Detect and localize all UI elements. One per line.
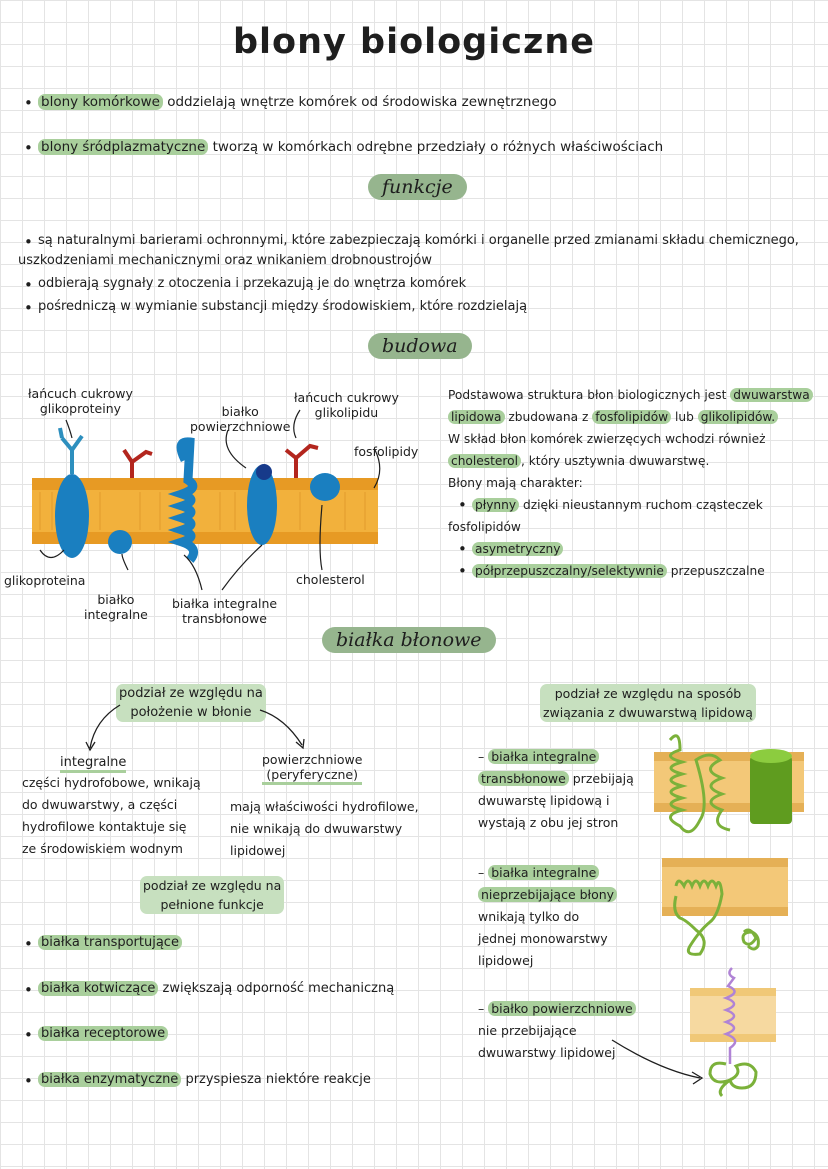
intro-term-endomembranes: blony śródplazmatyczne	[38, 139, 208, 155]
surface-text: mają właściwości hydrofilowe, nie wnikają do dwuwarstwy lipidowej	[230, 799, 419, 858]
functions-heading: funkcje	[368, 174, 467, 200]
function-transport: białka transportujące	[38, 934, 182, 952]
term-semipermeable: półprzepuszczalny/selektywnie	[472, 564, 667, 578]
label-chain-glycolipid: łańcuch cukrowy glikolipidu	[294, 390, 399, 420]
term-glycolipids: glikolipidów.	[698, 410, 778, 424]
function-item-1b: uszkodzeniami mechanicznymi oraz wnikaniem drobnoustrojów	[18, 253, 432, 268]
label-phospholipids: fosfolipidy	[354, 444, 419, 459]
function-item-3: pośredniczą w wymianie substancji między środowiskiem, które rozdzielają	[38, 299, 528, 314]
label-glycoprotein: glikoproteina	[4, 573, 86, 588]
binding-surface: – białko powierzchniowe nie przebijające dwuwarstwy lipidowej	[478, 998, 636, 1064]
intro-term-cell-membranes: blony komórkowe	[38, 94, 163, 110]
integral-text: części hydrofobowe, wnikają do dwuwarstwy, a części hydrofilowe kontaktuje się ze środowiskiem wodnym	[22, 775, 201, 856]
label-surface-protein: białko powierzchniowe	[190, 404, 291, 434]
label-integral-protein: białko integralne	[84, 592, 148, 622]
term-fluid: płynny	[472, 498, 519, 512]
intro-text-2: tworzą w komórkach odrębne przedziały o różnych właściwościach	[208, 139, 664, 155]
page-title: blony biologiczne	[233, 22, 595, 62]
integral-heading: integralne	[60, 755, 126, 773]
structure-description: Podstawowa struktura błon biologicznych jest dwuwarstwa lipidowa zbudowana z fosfolipidów lub glikolipidów. W skład błon komórek zwierzęcych wchodzi również cholesterol , który usztywnia dwuwarstwę. Błony mają charakter: płynny dzięki nieustannym ruchom cząsteczek fosfolipidów asymetryczny półprzepuszczalny/selektywnie przepuszczalne	[448, 384, 813, 582]
term-asymmetric: asymetryczny	[472, 542, 563, 556]
split-binding: podział ze względu na sposób związania z dwuwarstwą lipidową	[540, 684, 756, 722]
nonpenetrating-illustration	[660, 856, 790, 966]
split-location: podział ze względu na położenie w błonie	[116, 684, 266, 722]
proteins-heading: białka błonowe	[322, 627, 496, 653]
split-function: podział ze względu na pełnione funkcje	[140, 876, 284, 914]
term-cholesterol: cholesterol	[448, 454, 521, 468]
binding-nonpenetrating: – białka integralne nieprzebijające błony wnikają tylko do jednej monowarstwy lipidowej	[478, 862, 617, 972]
term-bilayer: dwuwarstwa	[730, 388, 812, 402]
function-anchoring: białka kotwiczące zwiększają odporność mechaniczną	[38, 980, 394, 998]
label-cholesterol: cholesterol	[296, 572, 365, 587]
label-chain-glycoprotein: łańcuch cukrowy glikoproteiny	[28, 386, 133, 416]
intro-text-1: oddzielają wnętrze komórek od środowiska zewnętrznego	[162, 94, 557, 110]
term-lipid: lipidowa	[448, 410, 505, 424]
surface-protein-illustration	[686, 964, 796, 1104]
function-enzymatic: białka enzymatyczne przyspiesza niektóre reakcje	[38, 1071, 371, 1089]
function-item-2: odbierają sygnały z otoczenia i przekazują je do wnętrza komórek	[38, 276, 467, 291]
function-item-1a: są naturalnymi barierami ochronnymi, które zabezpieczają komórki i organelle przed zmianami składu chemicznego,	[38, 233, 799, 248]
function-receptor: białka receptorowe	[38, 1025, 168, 1043]
binding-transmembrane: – białka integralne transbłonowe przebijają dwuwarstę lipidową i wystają z obu jej stron	[478, 749, 634, 830]
transmembrane-illustration	[650, 730, 810, 840]
term-phospholipids: fosfolipidów	[592, 410, 671, 424]
structure-heading: budowa	[368, 333, 472, 359]
label-transmembrane: białka integralne transbłonowe	[172, 596, 278, 626]
surface-heading: powierzchniowe (peryferyczne)	[262, 752, 362, 785]
